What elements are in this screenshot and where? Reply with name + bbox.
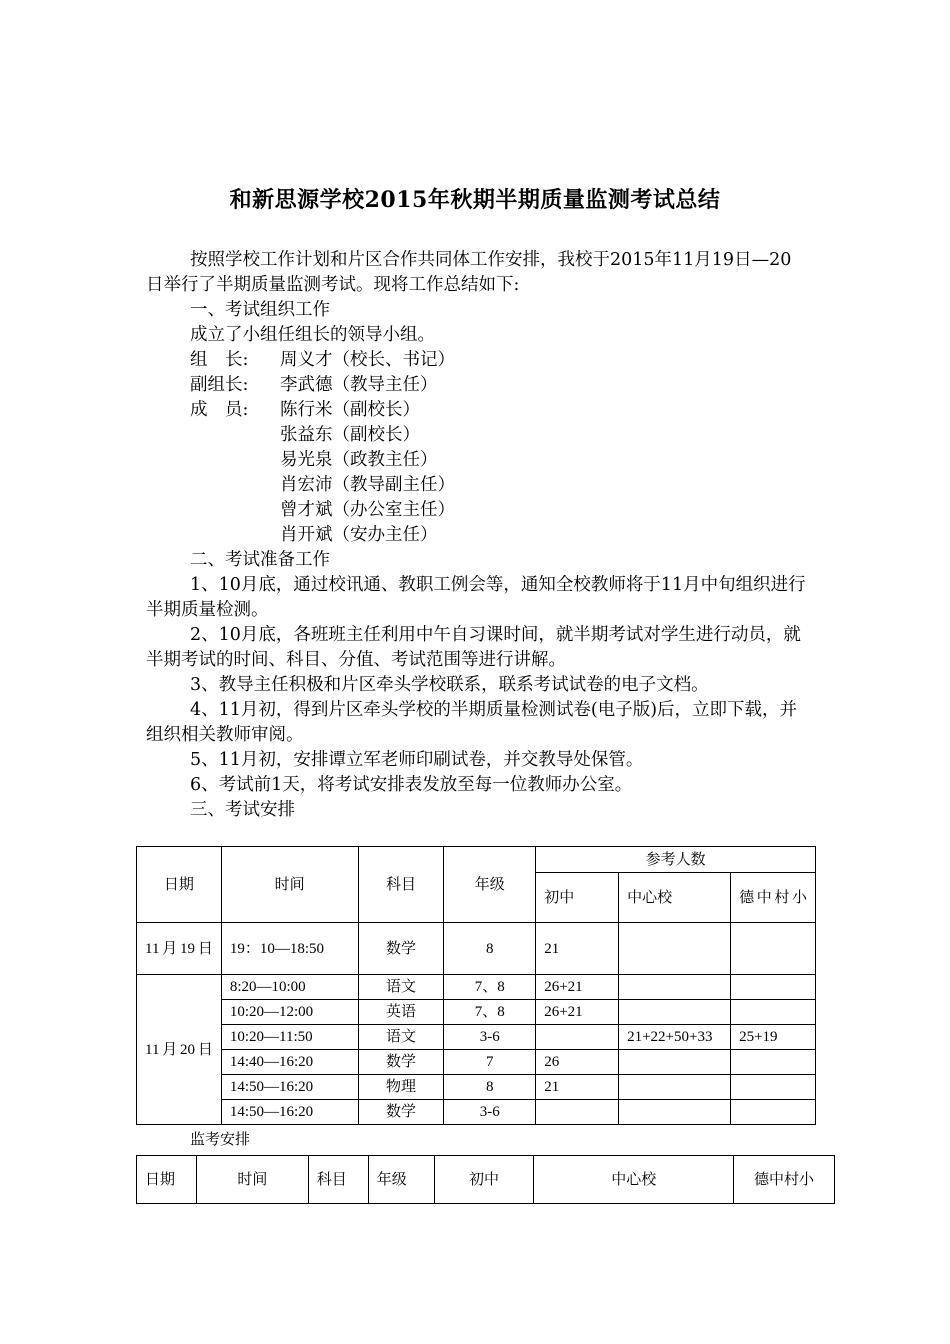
date-cell: 11月20日 bbox=[137, 975, 222, 1125]
member-row bbox=[146, 448, 808, 473]
prep-item: 6、考试前1天，将考试安排表发放至每一位教师办公室。 bbox=[190, 775, 633, 795]
proctor-header-center: 中心校 bbox=[534, 1156, 734, 1204]
proctor-header-date: 日期 bbox=[137, 1156, 197, 1204]
grade-cell: 7、8 bbox=[444, 1000, 536, 1025]
dezhong-cell bbox=[731, 923, 816, 975]
document-body bbox=[146, 248, 808, 823]
proctor-header-time: 时间 bbox=[196, 1156, 308, 1204]
header-dezhong: 德中村小 bbox=[731, 873, 816, 923]
header-junior: 初中 bbox=[536, 873, 619, 923]
time-cell: 19：10—18:50 bbox=[221, 923, 358, 975]
subject-cell: 物理 bbox=[358, 1075, 444, 1100]
proctor-header-dezhong: 德中村小 bbox=[734, 1156, 835, 1204]
proctor-header-subject: 科目 bbox=[308, 1156, 368, 1204]
grade-cell: 3-6 bbox=[444, 1025, 536, 1050]
dezhong-cell bbox=[731, 1100, 816, 1125]
subject-cell: 语文 bbox=[358, 975, 444, 1000]
member-row bbox=[146, 498, 808, 523]
member-name: 陈行米（副校长） bbox=[280, 400, 420, 420]
member-name: 肖宏沛（教导副主任） bbox=[280, 475, 455, 495]
member-row bbox=[146, 398, 808, 423]
time-cell: 8:20—10:00 bbox=[221, 975, 358, 1000]
dezhong-cell bbox=[731, 1000, 816, 1025]
exam-schedule-table bbox=[136, 846, 816, 1125]
junior-cell: 26 bbox=[536, 1050, 619, 1075]
grade-cell: 7、8 bbox=[444, 975, 536, 1000]
member-name: 肖开斌（安办主任） bbox=[280, 525, 438, 545]
proctor-header-row bbox=[137, 1156, 835, 1204]
prep-item: 5、11月初，安排谭立军老师印刷试卷，并交教导处保管。 bbox=[190, 750, 644, 770]
junior-cell: 26+21 bbox=[536, 975, 619, 1000]
header-center: 中心校 bbox=[619, 873, 731, 923]
center-cell bbox=[619, 1000, 731, 1025]
time-cell: 14:50—16:20 bbox=[221, 1075, 358, 1100]
leader-name: 周义才（校长、书记） bbox=[280, 350, 455, 370]
junior-cell bbox=[536, 1025, 619, 1050]
intro-paragraph: 按照学校工作计划和片区合作共同体工作安排，我校于2015年11月19日—20日举行了半期质量监测考试。现将工作总结如下: bbox=[146, 250, 792, 295]
center-cell bbox=[619, 923, 731, 975]
date-cell: 11月19日 bbox=[137, 923, 222, 975]
prep-item: 2、10月底，各班班主任利用中午自习课时间，就半期考试对学生进行动员，就半期考试的时间、科目、分值、考试范围等进行讲解。 bbox=[146, 625, 801, 670]
time-cell: 14:50—16:20 bbox=[221, 1100, 358, 1125]
center-cell bbox=[619, 975, 731, 1000]
proctor-caption: 监考安排 bbox=[190, 1132, 251, 1148]
prep-item: 3、教导主任积极和片区牵头学校联系，联系考试试卷的电子文档。 bbox=[190, 675, 709, 695]
table-row bbox=[137, 1000, 816, 1025]
dezhong-cell: 25+19 bbox=[731, 1025, 816, 1050]
table-row bbox=[137, 923, 816, 975]
subject-cell: 数学 bbox=[358, 923, 444, 975]
subject-cell: 数学 bbox=[358, 1100, 444, 1125]
proctor-header-grade: 年级 bbox=[368, 1156, 434, 1204]
junior-cell: 21 bbox=[536, 1075, 619, 1100]
dezhong-cell bbox=[731, 1050, 816, 1075]
member-name: 张益东（副校长） bbox=[280, 425, 420, 445]
section2-heading: 二、考试准备工作 bbox=[190, 550, 330, 570]
section1-heading: 一、考试组织工作 bbox=[190, 300, 330, 320]
section3-heading: 三、考试安排 bbox=[190, 800, 295, 820]
time-cell: 10:20—12:00 bbox=[221, 1000, 358, 1025]
proctor-table bbox=[136, 1155, 835, 1204]
header-participants: 参考人数 bbox=[536, 847, 816, 873]
table-row bbox=[137, 1050, 816, 1075]
document-title: 和新思源学校2015年秋期半期质量监测考试总结 bbox=[229, 187, 721, 213]
center-cell bbox=[619, 1100, 731, 1125]
grade-cell: 7 bbox=[444, 1050, 536, 1075]
grade-cell: 8 bbox=[444, 1075, 536, 1100]
member-name: 曾才斌（办公室主任） bbox=[280, 500, 455, 520]
header-time: 时间 bbox=[221, 847, 358, 923]
vice-leader-row bbox=[146, 373, 808, 398]
member-row bbox=[146, 423, 808, 448]
subject-cell: 数学 bbox=[358, 1050, 444, 1075]
center-cell: 21+22+50+33 bbox=[619, 1025, 731, 1050]
time-cell: 10:20—11:50 bbox=[221, 1025, 358, 1050]
proctor-header-junior: 初中 bbox=[434, 1156, 534, 1204]
leader-row bbox=[146, 348, 808, 373]
table-row bbox=[137, 975, 816, 1000]
junior-cell: 26+21 bbox=[536, 1000, 619, 1025]
leader-label: 组 长: bbox=[190, 350, 249, 370]
center-cell bbox=[619, 1075, 731, 1100]
member-row bbox=[146, 523, 808, 548]
member-row bbox=[146, 473, 808, 498]
dezhong-cell bbox=[731, 1075, 816, 1100]
grade-cell: 3-6 bbox=[444, 1100, 536, 1125]
header-grade: 年级 bbox=[444, 847, 536, 923]
members-label: 成 员: bbox=[190, 400, 249, 420]
prep-item: 4、11月初，得到片区牵头学校的半期质量检测试卷(电子版)后，立即下载，并组织相关教师审阅。 bbox=[146, 700, 798, 745]
member-name: 易光泉（政教主任） bbox=[280, 450, 438, 470]
prep-item: 1、10月底，通过校讯通、教职工例会等，通知全校教师将于11月中旬组织进行半期质量检测。 bbox=[146, 575, 806, 620]
grade-cell: 8 bbox=[444, 923, 536, 975]
table-row bbox=[137, 1025, 816, 1050]
header-subject: 科目 bbox=[358, 847, 444, 923]
subject-cell: 语文 bbox=[358, 1025, 444, 1050]
center-cell bbox=[619, 1050, 731, 1075]
header-date: 日期 bbox=[137, 847, 222, 923]
dezhong-cell bbox=[731, 975, 816, 1000]
time-cell: 14:40—16:20 bbox=[221, 1050, 358, 1075]
header-row bbox=[137, 847, 816, 873]
junior-cell: 21 bbox=[536, 923, 619, 975]
table-row bbox=[137, 1075, 816, 1100]
junior-cell bbox=[536, 1100, 619, 1125]
subject-cell: 英语 bbox=[358, 1000, 444, 1025]
table-row bbox=[137, 1100, 816, 1125]
section1-line: 成立了小组任组长的领导小组。 bbox=[190, 325, 435, 345]
vice-leader-label: 副组长: bbox=[190, 375, 249, 395]
vice-leader-name: 李武德（教导主任） bbox=[280, 375, 438, 395]
